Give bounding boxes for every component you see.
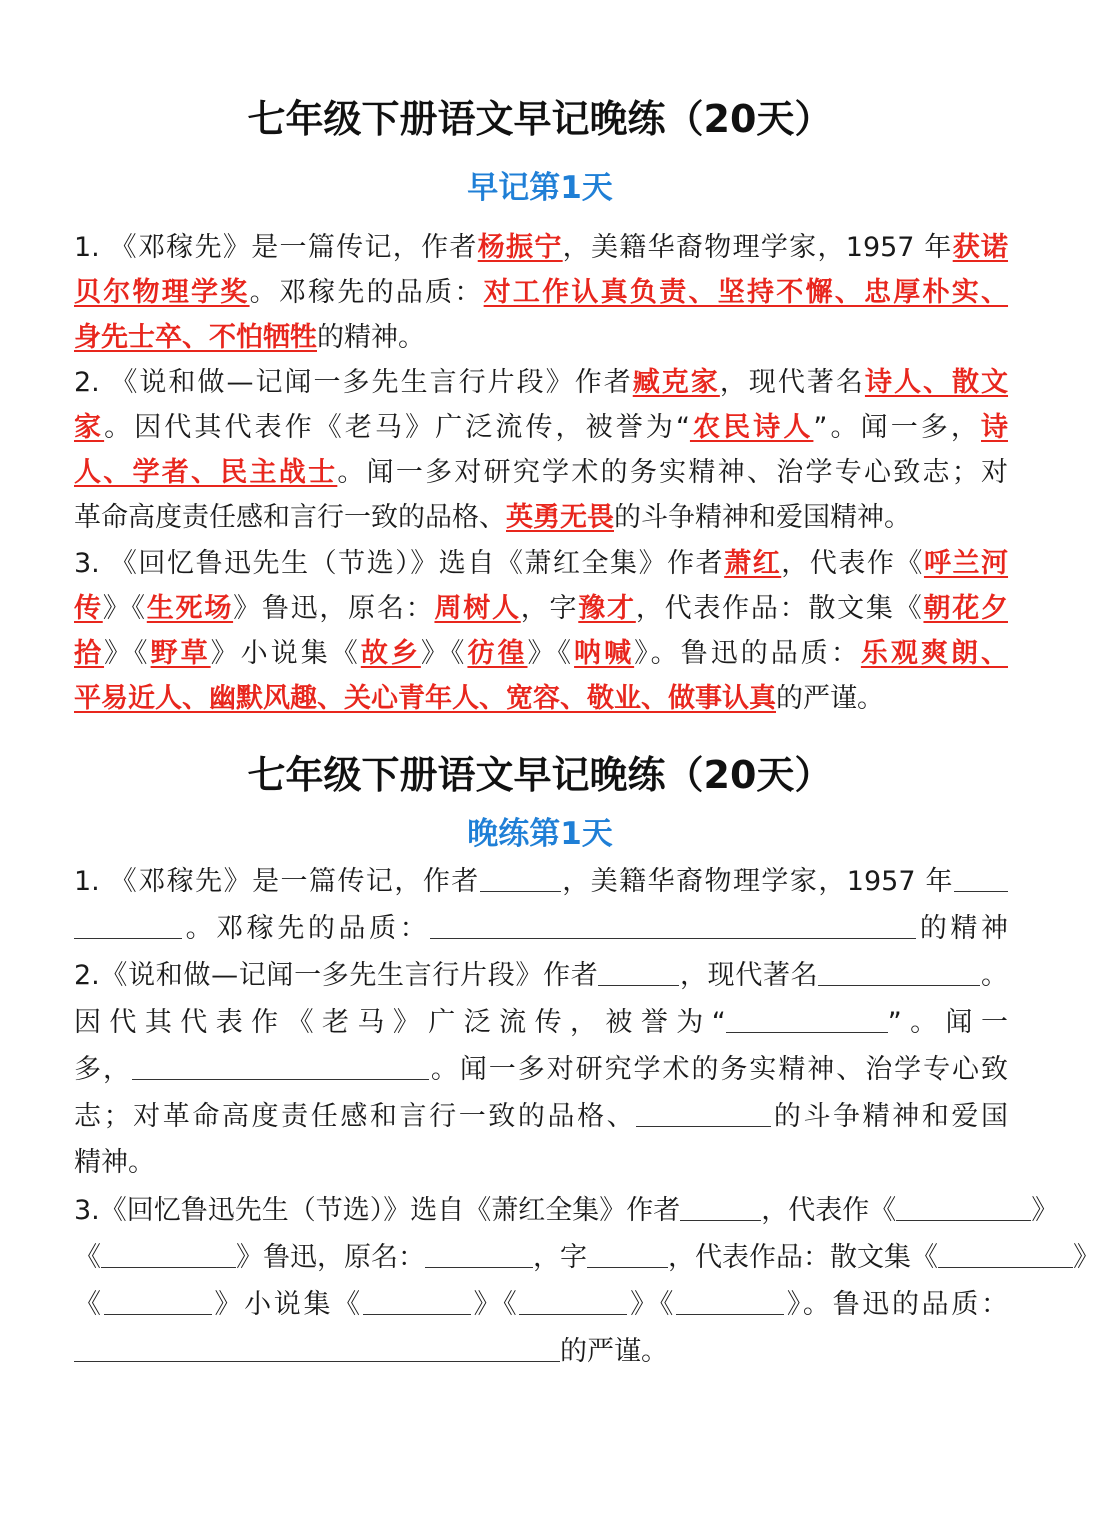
answer-text: 乐观爽朗、 xyxy=(860,638,1008,669)
answer-text: 杨振宁 xyxy=(477,232,563,263)
blank-field[interactable] xyxy=(430,908,916,939)
line-text: 3. 《回忆鲁迅先生（节选）》选自《萧红全集》作者 xyxy=(74,548,725,579)
answer-text: 身先士卒、不怕牺牲 xyxy=(74,322,317,353)
answer-text: 彷徨 xyxy=(467,638,528,669)
answer-text: 野草 xyxy=(150,638,211,669)
line-text: 。闻一多对研究学术的务实精神、治学专心致志；对 xyxy=(337,457,1009,488)
blank-field[interactable] xyxy=(74,1331,560,1362)
line-text: ，代表作品：散文集《 xyxy=(635,593,924,624)
answer-text: 贝尔物理学奖 xyxy=(74,277,250,308)
line-text: 》 xyxy=(1073,1242,1100,1273)
answer-text: 农民诗人 xyxy=(689,412,814,443)
morning-line xyxy=(74,498,1008,538)
line-text: 》《 xyxy=(104,638,151,669)
evening-line xyxy=(74,1143,1008,1183)
answer-text: 呼兰河 xyxy=(923,548,1009,579)
line-text: ，字 xyxy=(520,593,579,624)
line-text: 》《 xyxy=(420,638,468,669)
blank-field[interactable] xyxy=(104,1284,212,1315)
blank-field[interactable] xyxy=(818,955,980,986)
line-text: ，代表作《 xyxy=(761,1195,897,1226)
line-text: 》《 xyxy=(102,593,147,624)
line-text: 2.《说和做—记闻一多先生言行片段》作者 xyxy=(74,960,599,991)
evening-line xyxy=(74,1284,1008,1325)
answer-text: 豫才 xyxy=(578,593,636,624)
evening-subtitle: 晚练第1天 xyxy=(467,816,613,852)
morning-line xyxy=(74,589,1008,629)
blank-field[interactable] xyxy=(587,1237,668,1268)
morning-subtitle: 早记第1天 xyxy=(467,170,613,206)
line-text: 1. 《邓稼先》是一篇传记，作者 xyxy=(74,866,480,897)
answer-text: 诗 xyxy=(981,412,1008,443)
evening-line xyxy=(74,908,1008,949)
line-text: 。邓稼先的品质： xyxy=(249,277,484,308)
evening-line xyxy=(74,1096,1008,1137)
answer-text: 英勇无畏 xyxy=(506,502,614,533)
evening-line xyxy=(74,1190,1059,1231)
blank-field[interactable] xyxy=(598,955,679,986)
morning-line xyxy=(74,318,1008,358)
evening-line xyxy=(74,1237,1100,1278)
line-text: 1. 《邓稼先》是一篇传记，作者 xyxy=(74,232,478,263)
line-text: 精神。 xyxy=(74,1147,155,1178)
line-text: 的严谨。 xyxy=(560,1336,668,1367)
answer-text: 获诺 xyxy=(952,232,1009,263)
blank-field[interactable] xyxy=(425,1237,533,1268)
blank-field[interactable] xyxy=(954,861,1008,892)
answer-text: 平易近人、幽默风趣、关心青年人、宽容、敬业、做事认真 xyxy=(74,683,776,714)
line-text: ，现代著名 xyxy=(719,367,865,398)
morning-line xyxy=(74,408,1008,448)
line-text: ，代表作《 xyxy=(781,548,924,579)
evening-line xyxy=(74,1002,1008,1043)
line-text: 《 xyxy=(74,1289,104,1320)
line-text: 的精神 xyxy=(916,913,1008,944)
answer-text: 萧红 xyxy=(724,548,782,579)
answer-text: 人、学者、民主战士 xyxy=(74,457,338,488)
line-text: 。闻一多对研究学术的务实精神、治学专心致 xyxy=(428,1054,1009,1085)
answer-text: 家 xyxy=(74,412,105,443)
answer-text: 拾 xyxy=(74,638,105,669)
line-text: 多， xyxy=(74,1054,132,1085)
morning-line xyxy=(74,363,1008,403)
line-text: 》。鲁迅的品质： xyxy=(634,638,861,669)
answer-text: 朝花夕 xyxy=(923,593,1008,624)
line-text: 》鲁迅，原名： xyxy=(233,593,435,624)
answer-text: 诗人、散文 xyxy=(864,367,1009,398)
line-text: ”。闻一 xyxy=(887,1007,1008,1038)
line-text: 》小说集《 xyxy=(210,638,361,669)
blank-field[interactable] xyxy=(896,1190,1031,1221)
blank-field[interactable] xyxy=(132,1049,429,1080)
line-text: 》《 xyxy=(527,638,575,669)
evening-line xyxy=(74,1331,1008,1372)
answer-text: 呐喊 xyxy=(574,638,635,669)
line-text: 。 xyxy=(980,960,1009,991)
line-text: 》《 xyxy=(627,1289,677,1320)
line-text: 《 xyxy=(74,1242,101,1273)
answer-text: 传 xyxy=(74,593,103,624)
blank-field[interactable] xyxy=(363,1284,471,1315)
line-text: 的精神。 xyxy=(317,322,425,353)
line-text: 。因代其代表作《老马》广泛流传，被誉为“ xyxy=(104,412,690,443)
blank-field[interactable] xyxy=(676,1284,784,1315)
answer-text: 周树人 xyxy=(434,593,521,624)
line-text: 志；对革命高度责任感和言行一致的品格、 xyxy=(74,1101,637,1132)
line-text: 》 xyxy=(1031,1195,1059,1226)
evening-line xyxy=(74,955,1008,996)
blank-field[interactable] xyxy=(680,1190,761,1221)
line-text: 的斗争精神和爱国精神。 xyxy=(614,502,911,533)
line-text: ”。闻一多， xyxy=(813,412,981,443)
line-text: ，现代著名 xyxy=(679,960,819,991)
line-text: ，代表作品：散文集《 xyxy=(668,1242,938,1273)
blank-field[interactable] xyxy=(480,861,561,892)
blank-field[interactable] xyxy=(938,1237,1073,1268)
line-text: 》。鲁迅的品质： xyxy=(784,1289,1009,1320)
evening-line xyxy=(74,861,1008,902)
blank-field[interactable] xyxy=(726,1002,888,1033)
line-text: 2. 《说和做—记闻一多先生言行片段》作者 xyxy=(74,367,633,398)
answer-text: 故乡 xyxy=(360,638,421,669)
blank-field[interactable] xyxy=(636,1096,771,1127)
answer-text: 生死场 xyxy=(146,593,234,624)
line-text: 3.《回忆鲁迅先生（节选）》选自《萧红全集》作者 xyxy=(74,1195,681,1226)
evening-line xyxy=(74,1049,1008,1090)
line-text: 因代其代表作《老马》广泛流传，被誉为“ xyxy=(74,1007,726,1038)
line-text: 》《 xyxy=(470,1289,520,1320)
blank-field[interactable] xyxy=(101,1237,236,1268)
morning-line xyxy=(74,228,1008,268)
line-text: 。邓稼先的品质： xyxy=(182,913,431,944)
line-text: ，美籍华裔物理学家，1957 年 xyxy=(560,866,955,897)
blank-field[interactable] xyxy=(519,1284,627,1315)
morning-line xyxy=(74,544,1008,584)
morning-line xyxy=(74,634,1008,674)
line-text: 》小说集《 xyxy=(211,1289,363,1320)
answer-text: 对工作认真负责、坚持不懈、忠厚朴实、 xyxy=(483,277,1009,308)
morning-line xyxy=(74,679,1008,719)
morning-line xyxy=(74,453,1008,493)
blank-field[interactable] xyxy=(74,908,182,939)
line-text: 革命高度责任感和言行一致的品格、 xyxy=(74,502,506,533)
morning-line xyxy=(74,273,1008,313)
line-text: 的严谨。 xyxy=(776,683,884,714)
line-text: ，美籍华裔物理学家，1957 年 xyxy=(562,232,953,263)
line-text: ，字 xyxy=(533,1242,587,1273)
line-text: 》鲁迅，原名： xyxy=(236,1242,425,1273)
page-title: 七年级下册语文早记晚练（20天） xyxy=(247,97,833,141)
page-title-repeat: 七年级下册语文早记晚练（20天） xyxy=(247,753,833,797)
line-text: 的斗争精神和爱国 xyxy=(771,1101,1009,1132)
answer-text: 臧克家 xyxy=(632,367,720,398)
